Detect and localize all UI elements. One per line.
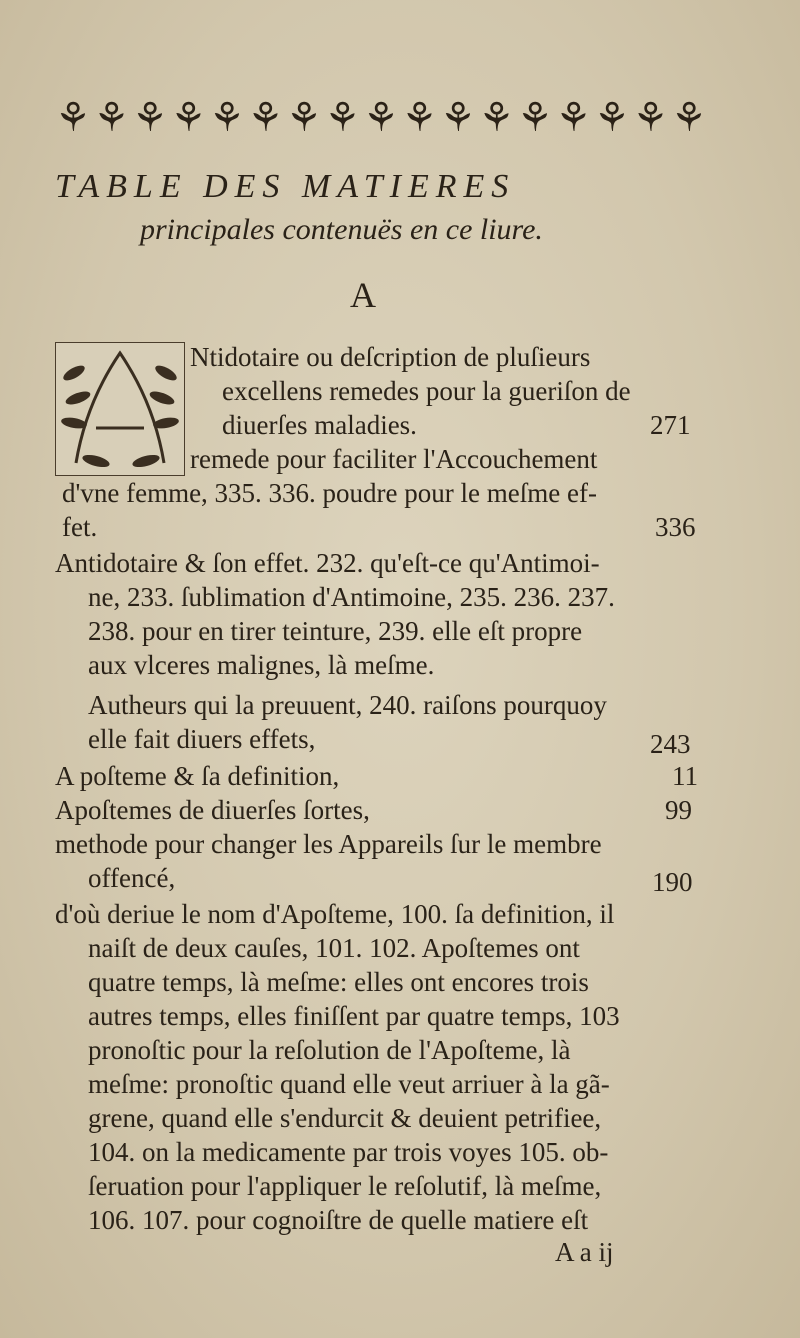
entry-line: 238. pour en tirer teinture, 239. elle eſt propre: [88, 616, 583, 646]
entry-line: d'vne femme, 335. 336. poudre pour le meſme ef-: [62, 478, 597, 508]
entry-line: Apoſtemes de diuerſes ſortes,: [55, 795, 370, 825]
entry-line: excellens remedes pour la gueriſon de: [222, 376, 631, 406]
entry-line: remede pour faciliter l'Accouchement: [190, 444, 598, 474]
fleuron-icon: ⚘: [132, 95, 166, 141]
fleuron-icon: ⚘: [594, 95, 628, 141]
page-number: 336: [655, 512, 696, 542]
fleuron-icon: ⚘: [55, 95, 89, 141]
page-title: TABLE DES MATIERES: [55, 168, 516, 205]
entry-line: elle fait diuers effets,: [88, 724, 316, 754]
fleuron-icon: ⚘: [286, 95, 320, 141]
entry-line: d'où deriue le nom d'Apoſteme, 100. ſa definition, il: [55, 899, 615, 929]
fleuron-icon: ⚘: [517, 95, 551, 141]
fleuron-icon: ⚘: [247, 95, 282, 141]
entry-line: diuerſes maladies.: [222, 410, 417, 440]
entry-line: 106. 107. pour cognoiſtre de quelle matiere eſt: [88, 1205, 589, 1235]
section-letter: A: [350, 275, 376, 315]
fleuron-icon: ⚘: [401, 95, 436, 141]
entry-line: autres temps, elles finiſſent par quatre temps, 103: [88, 1001, 620, 1031]
entry-line: naiſt de deux cauſes, 101. 102. Apoſtemes ont: [88, 933, 580, 963]
fleuron-icon: ⚘: [478, 95, 513, 141]
fleuron-icon: ⚘: [363, 95, 397, 141]
fleuron-icon: ⚘: [555, 95, 590, 141]
entry-line: pronoſtic pour la reſolution de l'Apoſteme, là: [88, 1035, 571, 1065]
entry-line: ſeruation pour l'appliquer le reſolutif, là meſme,: [88, 1171, 602, 1201]
page-number: 11: [672, 761, 698, 791]
entry-line: quatre temps, là meſme: elles ont encores trois: [88, 967, 589, 997]
entry-line: aux vlceres malignes, là meſme.: [88, 650, 435, 680]
fleuron-icon: ⚘: [440, 95, 474, 141]
page-number: 243: [650, 729, 691, 759]
fleuron-icon: ⚘: [324, 95, 359, 141]
entry-line: Antidotaire & ſon effet. 232. qu'eſt-ce qu'Antimoi-: [55, 548, 600, 578]
entry-line: 104. on la medicamente par trois voyes 105. ob-: [88, 1137, 609, 1167]
entry-line: Autheurs qui la preuuent, 240. raiſons pourquoy: [88, 690, 607, 720]
page-number: 99: [665, 795, 692, 825]
entry-line: grene, quand elle s'endurcit & deuient petrifiee,: [88, 1103, 602, 1133]
signature-mark: A a ij: [555, 1237, 614, 1267]
fleuron-icon: ⚘: [170, 95, 205, 141]
entry-line: Ntidotaire ou deſcription de pluſieurs: [190, 342, 591, 372]
fleuron-icon: ⚘: [632, 95, 667, 141]
entry-line: offencé,: [88, 863, 176, 893]
fleuron-icon: ⚘: [93, 95, 128, 141]
fleuron-icon: ⚘: [671, 95, 705, 141]
entry-line: A poſteme & ſa definition,: [55, 761, 340, 791]
page-subtitle: principales contenuës en ce liure.: [140, 213, 543, 246]
page-number: 190: [652, 867, 693, 897]
entry-line: meſme: pronoſtic quand elle veut arriuer à la gã-: [88, 1069, 610, 1099]
ornament-band: [55, 92, 705, 144]
drop-cap-a-icon: [55, 342, 185, 476]
fleuron-icon: ⚘: [209, 95, 243, 141]
page-number: 271: [650, 410, 691, 440]
entry-line: ne, 233. ſublimation d'Antimoine, 235. 236. 237.: [88, 582, 615, 612]
entry-line: methode pour changer les Appareils ſur le membre: [55, 829, 602, 859]
entry-line: fet.: [62, 512, 98, 542]
